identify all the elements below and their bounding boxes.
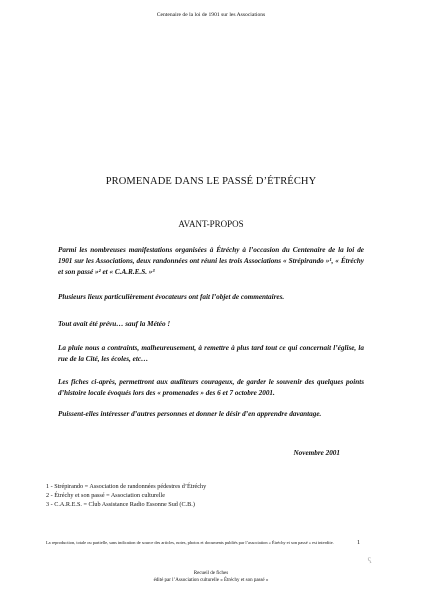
publisher-line-1: Recueil de fiches <box>193 571 229 576</box>
section-subtitle: AVANT-PROPOS <box>178 219 244 229</box>
footnote-item: 3 - C.A.R.E.S. = Club Assistance Radio Essonne Sud (C.B.) <box>46 501 195 509</box>
page-header: Centenaire de la loi de 1901 sur les Associations <box>156 12 266 18</box>
page-title: PROMENADE DANS LE PASSÉ D’ÉTRÉCHY <box>105 176 317 187</box>
paragraph-meteo: Tout avait été prévu… sauf la Météo ! <box>58 320 171 328</box>
paragraph-pluie: La pluie nous a contraints, malheureusement, à remettre à plus tard tout ce qui concernait l’église, la rue de la Cité, les écoles, etc… <box>58 344 364 364</box>
copyright-notice: La reproduction, totale ou partielle, sans indication de source des articles, notes, photos et documents publiés par l’association « Étréchy et son passé » est interdite. <box>46 540 334 545</box>
paragraph-commentaires: Plusieurs lieux particulièrement évocateurs ont fait l’objet de commentaires. <box>58 293 285 301</box>
footnote-item: 2 - Étréchy et son passé = Association culturelle <box>46 492 165 500</box>
paragraph-puissent: Puissent-elles intéresser d’autres personnes et donner le désir d’en apprendre davantage. <box>58 410 322 418</box>
publisher-footer <box>0 570 422 584</box>
publisher-line-2: édité par l’Association culturelle « Étréchy et son passé » <box>153 578 269 584</box>
footnotes <box>46 482 206 509</box>
pencil-mark-icon: ʕ <box>366 555 373 566</box>
page-number: 1 <box>357 539 361 546</box>
date-signature: Novembre 2001 <box>293 449 340 457</box>
paragraph-fiches: Les fiches ci-après, permettront aux auditeurs courageux, de garder le souvenir des quelques points d’histoire locale évoqués lors des « promenades » des 6 et 7 octobre 2001. <box>58 378 364 398</box>
footnote-item: 1 - Strépirando = Association de randonnées pédestres d’Étréchy <box>46 483 207 490</box>
paragraph-intro: Parmi les nombreuses manifestations organisées à Étréchy à l’occasion du Centenaire de la loi de 1901 sur les Associations, deux randonnées ont réuni les trois Associations « Strépirando »¹, « Étréchy et son passé »² et « C.A.R.E.S. »³ <box>58 246 364 277</box>
